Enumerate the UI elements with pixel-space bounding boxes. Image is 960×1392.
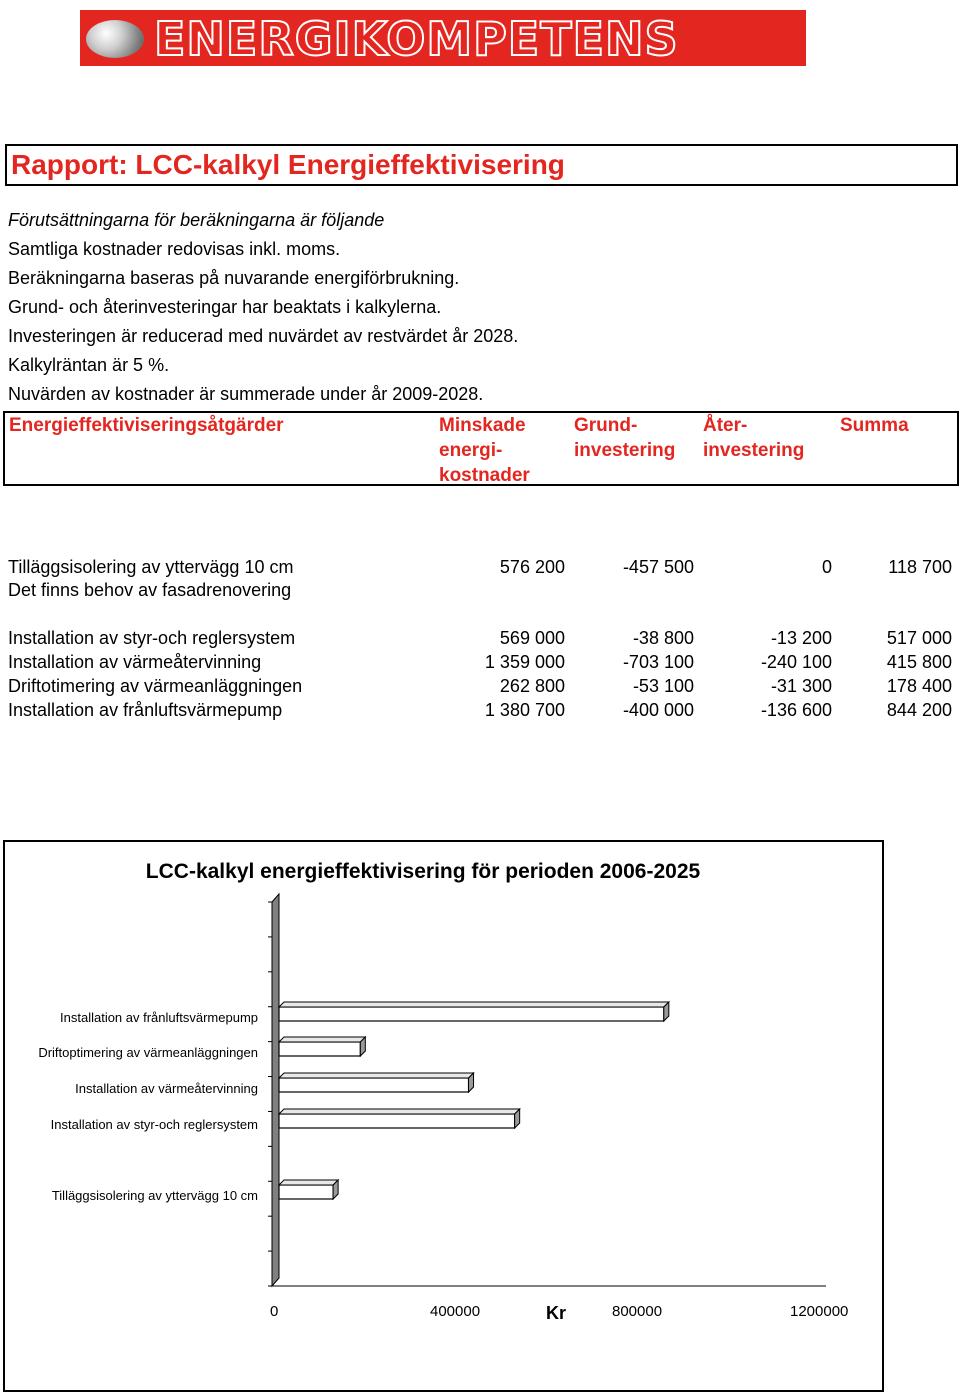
cell-savings: 1 359 000 xyxy=(484,652,565,672)
bar xyxy=(279,1042,360,1056)
bar-top xyxy=(279,1180,338,1185)
header-measure: Energieffektiviseringsåtgärder xyxy=(9,415,284,436)
cell-re: -136 600 xyxy=(760,700,832,720)
cell-base: -703 100 xyxy=(622,652,694,672)
category-label: Installation av styr-och reglersystem xyxy=(50,1117,258,1132)
logo-text: ENERGIKOMPETENS xyxy=(154,12,679,66)
cell-base: -457 500 xyxy=(622,557,694,577)
cell-savings: 569 000 xyxy=(499,628,565,648)
header-re-line: Åter- xyxy=(703,415,748,436)
x-tick-label: 800000 xyxy=(612,1303,663,1320)
category-label: Driftoptimering av värmeanläggningen xyxy=(38,1045,258,1060)
cell-base: -53 100 xyxy=(632,676,694,696)
premises-heading: Förutsättningarna för beräkningarna är följande xyxy=(8,210,385,230)
header-savings-line: kostnader xyxy=(439,465,530,486)
bar xyxy=(279,1185,333,1199)
cell-re: 0 xyxy=(821,557,832,577)
premise-line: Beräkningarna baseras på nuvarande energiförbrukning. xyxy=(8,268,460,288)
premise-line: Nuvärden av kostnader är summerade under år 2009-2028. xyxy=(8,384,484,404)
bar xyxy=(279,1078,469,1092)
row-name: Installation av frånluftsvärmepump xyxy=(8,700,283,720)
x-tick-label: 1200000 xyxy=(790,1303,849,1320)
x-tick-label: 400000 xyxy=(430,1303,481,1320)
row-name: Driftotimering av värmeanläggningen xyxy=(8,676,303,696)
report-title: Rapport: LCC-kalkyl Energieffektivisering xyxy=(11,149,565,180)
bar-top xyxy=(279,1037,365,1042)
row-name: Installation av värmeåtervinning xyxy=(8,652,262,672)
premise-line: Samtliga kostnader redovisas inkl. moms. xyxy=(8,239,341,259)
cell-sum: 118 700 xyxy=(888,557,952,577)
bar xyxy=(279,1114,515,1128)
cell-sum: 178 400 xyxy=(886,676,952,696)
cell-re: -31 300 xyxy=(770,676,832,696)
x-axis-label: Kr xyxy=(546,1303,567,1323)
bar-top xyxy=(279,1073,474,1078)
cell-base: -400 000 xyxy=(622,700,694,720)
cell-savings: 1 380 700 xyxy=(484,700,565,720)
cell-savings: 576 200 xyxy=(499,557,565,577)
header-sum: Summa xyxy=(840,415,909,436)
header-base-line: Grund- xyxy=(574,415,638,436)
chart-title: LCC-kalkyl energieffektivisering för perioden 2006-2025 xyxy=(145,860,701,883)
premise-line: Investeringen är reducerad med nuvärdet av restvärdet år 2028. xyxy=(8,326,519,346)
cell-base: -38 800 xyxy=(632,628,694,648)
category-label: Tilläggsisolering av yttervägg 10 cm xyxy=(51,1188,258,1203)
chart-wall xyxy=(272,894,279,1286)
header-savings-line: energi- xyxy=(439,440,503,461)
cell-sum: 844 200 xyxy=(886,700,952,720)
category-label: Installation av frånluftsvärmepump xyxy=(60,1010,258,1025)
row-note: Det finns behov av fasadrenovering xyxy=(8,580,292,600)
cell-savings: 262 800 xyxy=(499,676,565,696)
premise-line: Kalkylräntan är 5 %. xyxy=(8,355,170,375)
category-label: Installation av värmeåtervinning xyxy=(75,1081,258,1096)
header-base-line: investering xyxy=(574,440,676,461)
bar-top xyxy=(279,1109,520,1114)
premise-line: Grund- och återinvesteringar har beaktats i kalkylerna. xyxy=(8,297,442,317)
row-name: Tilläggsisolering av yttervägg 10 cm xyxy=(8,557,294,577)
row-name: Installation av styr-och reglersystem xyxy=(8,628,296,648)
header-savings-line: Minskade xyxy=(439,415,526,436)
header-re-line: investering xyxy=(703,440,805,461)
cell-re: -240 100 xyxy=(760,652,832,672)
cell-sum: 415 800 xyxy=(886,652,952,672)
cell-re: -13 200 xyxy=(770,628,832,648)
bar xyxy=(279,1007,664,1021)
x-tick-label: 0 xyxy=(270,1303,279,1320)
cell-sum: 517 000 xyxy=(886,628,952,648)
bar-top xyxy=(279,1002,669,1007)
